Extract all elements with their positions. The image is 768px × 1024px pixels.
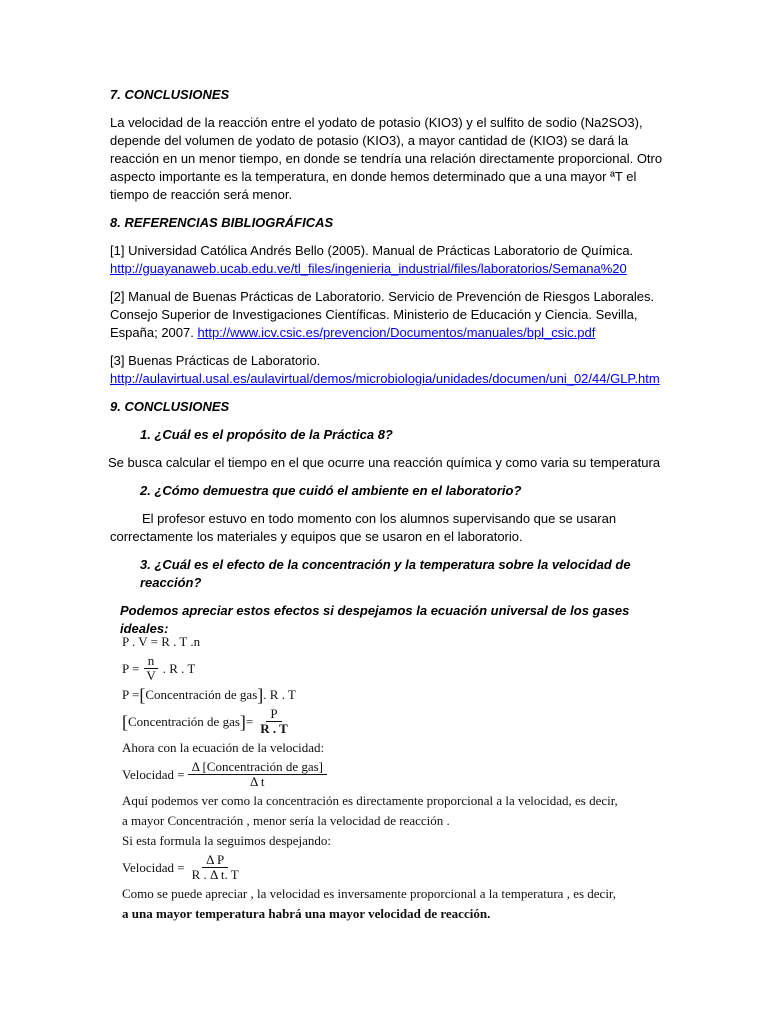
denominator: R . Δ t. T — [191, 867, 239, 882]
denominator: V — [146, 668, 156, 683]
fraction — [188, 853, 243, 882]
formula-image — [122, 634, 682, 926]
reference-2 — [110, 288, 670, 342]
reference-2-text: [2] Manual de Buenas Prácticas de Laboratorio. Servicio de Prevención de Riesgos Laborales. Consejo Superior de Investigaciones Científicas. Ministerio de Educación y Ciencia. Sevilla, España; 2007. — [110, 289, 655, 340]
fraction — [142, 654, 159, 683]
reference-3-text: [3] Buenas Prácticas de Laboratorio. — [110, 353, 321, 368]
formula-text-6: a una mayor temperatura habrá una mayor velocidad de reacción. — [122, 906, 491, 921]
reference-1 — [110, 242, 670, 278]
formula-concentration — [122, 707, 682, 736]
left-bracket: [ — [139, 685, 146, 705]
answer-2: El profesor estuvo en todo momento con los alumnos supervisando que se usaran correctamente los materiales y equipos que se usaron en el laboratorio. — [110, 511, 617, 544]
section7-text: La velocidad de la reacción entre el yodato de potasio (KIO3) y el sulfito de sodio (Na2SO3), depende del volumen de yodato de potasio (KIO3), a mayor cantidad de (KIO3) se dará la reacción en un menor tiempo, en donde se tendría una relación directamente proporcional. Otro aspecto importante es la temperatura, en donde hemos determinado que a una mayor ªT el tiempo de reacción será menor. — [110, 115, 663, 202]
formula-lhs: P = — [122, 687, 140, 702]
reference-3 — [110, 352, 670, 388]
formula-text-3: a mayor Concentración , menor sería la velocidad de reacción . — [122, 813, 450, 828]
formula-lhs: P = — [122, 660, 140, 676]
numerator: Δ [Concentración de gas] — [188, 760, 327, 775]
concentration-term: Concentración de gas — [145, 687, 258, 702]
concentration-term: Concentración de gas — [128, 713, 240, 729]
formula-lhs: Velocidad = — [122, 859, 185, 875]
fraction — [188, 760, 327, 789]
question-2: 2. ¿Cómo demuestra que cuidó el ambiente en el laboratorio? — [140, 483, 522, 498]
reference-1-text: [1] Universidad Católica Andrés Bello (2005). Manual de Prácticas Laboratorio de Química. — [110, 243, 634, 258]
formula-pressure-concentration — [122, 687, 682, 703]
section7-heading: 7. CONCLUSIONES — [110, 87, 230, 102]
formula-pressure-nv — [122, 654, 682, 683]
document-page — [110, 86, 670, 648]
formula-text-4: Si esta formula la seguimos despejando: — [122, 833, 332, 848]
formula-text-1: Ahora con la ecuación de la velocidad: — [122, 740, 325, 755]
denominator: R . T — [260, 721, 288, 736]
left-bracket: [ — [122, 711, 128, 732]
numerator: P — [266, 707, 281, 722]
right-bracket: ] — [239, 711, 246, 732]
formula-text-2: Aquí podemos ver como la concentración es directamente proporcional a la velocidad, es decir, — [122, 793, 618, 808]
reference-3-link[interactable]: http://aulavirtual.usal.es/aulavirtual/demos/microbiologia/unidades/documen/uni_02/44/GLP.htm — [110, 371, 660, 386]
equals-sign: = — [245, 713, 254, 729]
numerator: Δ P — [202, 853, 228, 868]
right-bracket: ] — [257, 685, 264, 705]
reference-1-link[interactable]: http://guayanaweb.ucab.edu.ve/tl_files/ingenieria_industrial/files/laboratorios/Semana%20 — [110, 261, 627, 276]
question-1: 1. ¿Cuál es el propósito de la Práctica 8? — [140, 427, 393, 442]
formula-rest: . R . T — [263, 687, 296, 702]
numerator: n — [144, 654, 159, 669]
formula-ideal-gas: P . V = R . T .n — [122, 634, 201, 649]
formula-lhs: Velocidad = — [122, 766, 185, 782]
formula-rest: . R . T — [162, 660, 196, 676]
section9-heading: 9. CONCLUSIONES — [110, 399, 230, 414]
reference-2-link[interactable]: http://www.icv.csic.es/prevencion/Documentos/manuales/bpl_csic.pdf — [197, 325, 596, 340]
question-3: 3. ¿Cuál es el efecto de la concentración y la temperatura sobre la velocidad de reacción? — [140, 557, 631, 590]
denominator: Δ t — [250, 774, 265, 789]
formula-text-5: Como se puede apreciar , la velocidad es inversamente proporcional a la temperatura , es decir, — [122, 886, 616, 901]
answer-1: Se busca calcular el tiempo en el que ocurre una reacción química y como varia su temperatura — [108, 455, 661, 470]
formula-velocity-concentration — [122, 760, 682, 789]
section8-heading: 8. REFERENCIAS BIBLIOGRÁFICAS — [110, 215, 334, 230]
formula-velocity-temperature — [122, 853, 682, 882]
answer-3: Podemos apreciar estos efectos si despejamos la ecuación universal de los gases ideales: — [120, 603, 630, 636]
fraction — [256, 707, 292, 736]
